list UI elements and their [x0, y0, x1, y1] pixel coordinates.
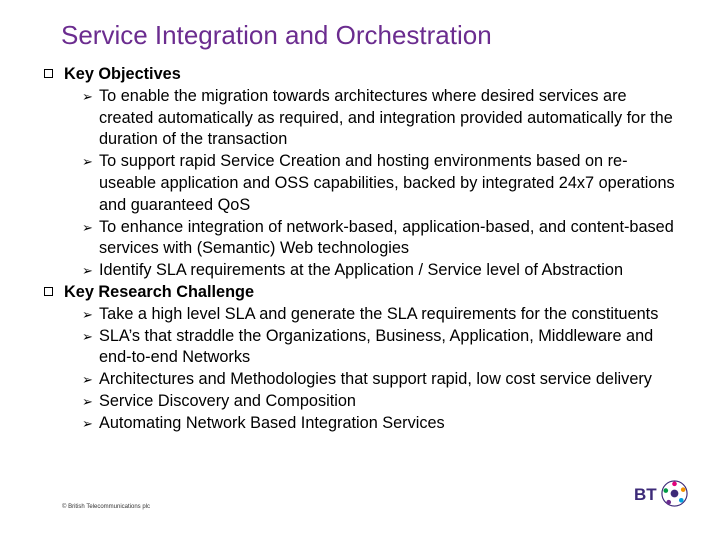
list-item: ➢ Architectures and Methodologies that support rapid, low cost service delivery [44, 369, 684, 391]
list-item: ➢ To enhance integration of network-based, application-based, and content-based services with (Semantic) Web technologies [82, 217, 674, 258]
bt-logo [634, 478, 690, 512]
arrow-bullet-icon: ➢ [82, 219, 93, 235]
arrow-bullet-icon: ➢ [82, 306, 93, 322]
list-item: ➢ Automating Network Based Integration Services [44, 413, 684, 435]
list-item: ➢ To enable the migration towards architectures where desired services are created automatically as required, and integration provided automatically for the duration of the transaction [82, 86, 673, 149]
arrow-bullet-icon: ➢ [82, 415, 93, 431]
list-item: ➢ To support rapid Service Creation and hosting environments based on re-useable application and OSS capabilities, backed by integrated 24x7 operations and guaranteed QoS [82, 152, 675, 214]
list-item: ➢ SLA’s that straddle the Organizations, Business, Application, Middleware and end-to-end Networks [82, 326, 654, 367]
arrow-bullet-icon: ➢ [82, 328, 93, 344]
copyright-footer: © British Telecommunications plc [62, 504, 151, 510]
arrow-bullet-icon: ➢ [82, 372, 93, 388]
arrow-bullet-icon: ➢ [82, 88, 93, 104]
list-item: ➢ Identify SLA requirements at the Application / Service level of Abstraction [44, 260, 684, 282]
list-item: ➢ Take a high level SLA and generate the SLA requirements for the constituents [44, 304, 684, 326]
slide-title: Service Integration and Orchestration [61, 20, 492, 50]
section-heading-key-objectives: Key Objectives [44, 64, 684, 86]
arrow-bullet-icon: ➢ [82, 263, 93, 279]
list-item: ➢ Service Discovery and Composition [44, 391, 684, 413]
checkbox-bullet-icon [44, 69, 53, 78]
arrow-bullet-icon: ➢ [82, 154, 93, 170]
logo-text: BT [634, 485, 657, 504]
bt-globe-icon [660, 479, 689, 508]
section-heading-key-research-challenge: Key Research Challenge [44, 282, 684, 304]
arrow-bullet-icon: ➢ [82, 393, 93, 409]
checkbox-bullet-icon [44, 287, 53, 296]
slide-content [44, 64, 684, 435]
